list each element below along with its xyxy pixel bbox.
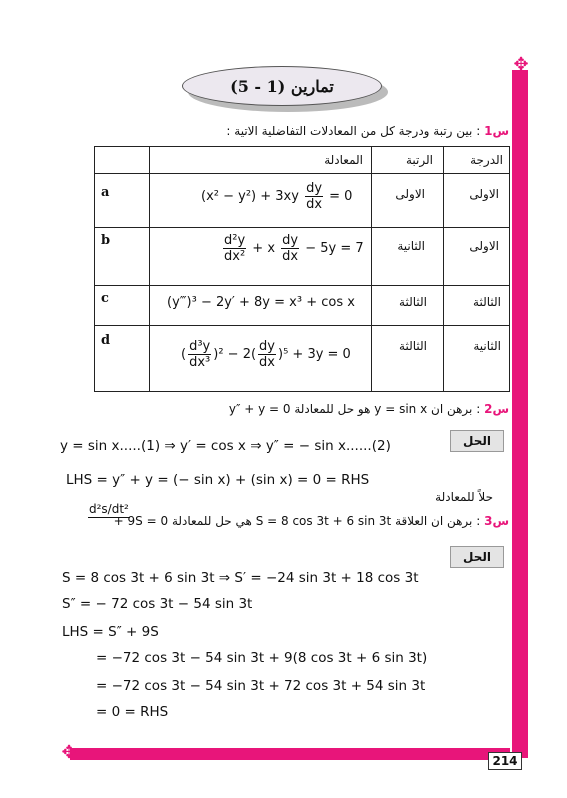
header-order: الرتبة xyxy=(405,153,433,167)
exercise-title xyxy=(182,66,388,110)
order-cell: الثالثة xyxy=(399,339,427,353)
solution-line: S = 8 cos 3t + 6 sin 3t ⇒ S′ = −24 sin 3t + 18 cos 3t xyxy=(62,570,419,586)
solution-line: y = sin x.....(1) ⇒ y′ = cos x ⇒ y″ = − sin x......(2) xyxy=(60,438,391,454)
right-margin-bar xyxy=(512,70,528,758)
question-label: س2 xyxy=(484,402,509,416)
question-2 xyxy=(229,402,509,416)
degree-cell: الاولى xyxy=(469,239,499,253)
order-cell: الثالثة xyxy=(399,295,427,309)
question-label: س1 xyxy=(484,124,509,138)
ode-derivative: d²s/dt² xyxy=(89,502,129,516)
solution-line: = −72 cos 3t − 54 sin 3t + 9(8 cos 3t + 6 sin 3t) xyxy=(96,650,428,666)
page-number: 214 xyxy=(488,752,522,770)
question-label: س3 xyxy=(484,514,509,528)
degree-cell: الثانية xyxy=(473,339,501,353)
order-degree-table xyxy=(94,146,510,392)
degree-cell: الاولى xyxy=(469,187,499,201)
equation-d: ( $\frac{\text{d³y}}{\text{dx³}}$ )² − 2( $\frac{dy}{dx}$ )⁵ + 3y = 0 xyxy=(181,339,351,370)
row-letter: d xyxy=(101,333,111,348)
row-letter: c xyxy=(101,291,109,306)
ornament-icon: ✥ xyxy=(61,742,77,763)
degree-cell: الثالثة xyxy=(473,295,501,309)
page-title: تمارين (1 - 5) xyxy=(182,66,382,106)
question-text: : بين رتبة ودرجة كل من المعادلات التفاضلية الاتية : xyxy=(226,124,481,138)
solution-label: الحل xyxy=(450,546,504,568)
equation-b: $\frac{\text{d²y}}{\text{dx²}}$ + x $\frac{dy}{dx}$ − 5y = 7 xyxy=(224,233,364,264)
question-3 xyxy=(114,514,509,528)
header-degree: الدرجة xyxy=(470,153,503,167)
question-1 xyxy=(226,124,509,138)
order-cell: الاولى xyxy=(395,187,425,201)
solution-line: LHS = S″ + 9S xyxy=(62,624,159,640)
conclusion-text: حلاً للمعادلة xyxy=(435,490,493,504)
question-text: : برهن ان y = sin x هو حل للمعادلة y″ + y = 0 xyxy=(228,402,481,416)
equation-a: (x² − y²) + 3xy $\frac{dy}{dx}$ = 0 xyxy=(201,181,353,212)
solution-line: S″ = − 72 cos 3t − 54 sin 3t xyxy=(62,596,253,612)
header-equation: المعادلة xyxy=(324,153,363,167)
question-text: : برهن ان العلاقة S = 8 cos 3t + 6 sin 3t هي حل للمعادلة 0 = 9S + xyxy=(113,514,481,528)
solution-line: LHS = y″ + y = (− sin x) + (sin x) = 0 = RHS xyxy=(66,472,370,488)
solution-label: الحل xyxy=(450,430,504,452)
row-letter: b xyxy=(101,233,111,248)
solution-line: = −72 cos 3t − 54 sin 3t + 72 cos 3t + 54 sin 3t xyxy=(96,678,426,694)
solution-line: = 0 = RHS xyxy=(96,704,169,720)
row-letter: a xyxy=(101,185,110,200)
order-cell: الثانية xyxy=(397,239,425,253)
equation-c: (y‴)³ − 2y′ + 8y = x³ + cos x xyxy=(167,295,355,310)
ornament-icon: ✥ xyxy=(513,54,529,75)
bottom-margin-bar xyxy=(70,748,510,760)
